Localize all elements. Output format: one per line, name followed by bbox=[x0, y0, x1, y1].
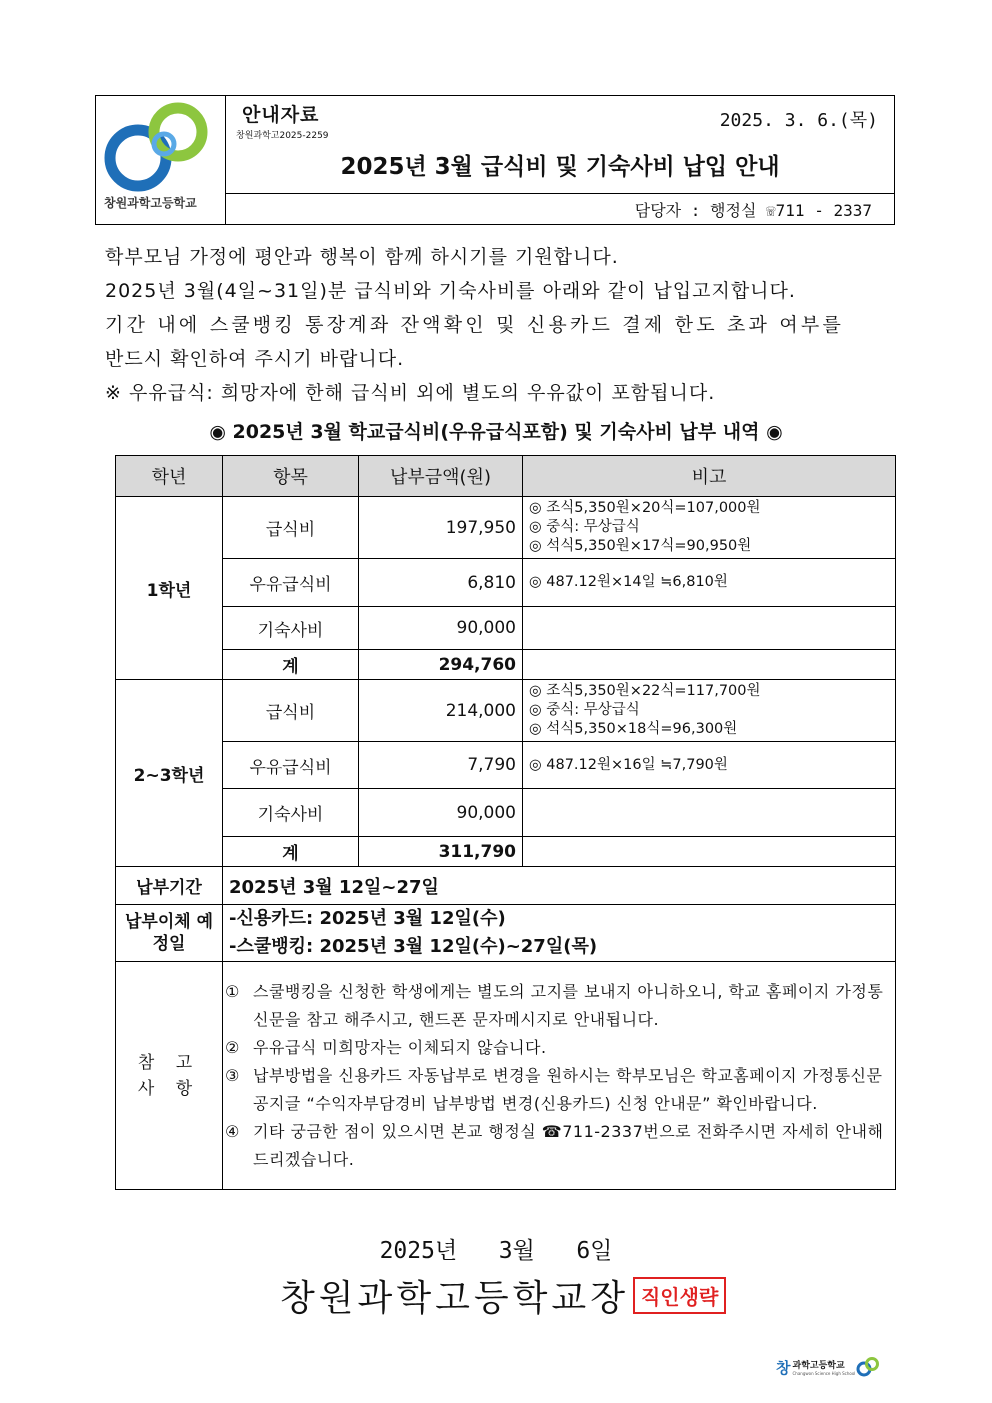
note-line: ◎ 487.12원×14일 ≒6,810원 bbox=[529, 574, 728, 590]
header-item: 항목 bbox=[223, 456, 359, 497]
notes-cell bbox=[523, 837, 896, 867]
header-divider bbox=[226, 193, 894, 194]
table-row bbox=[116, 789, 896, 837]
footer-logo-text-block bbox=[793, 1358, 856, 1376]
total-row bbox=[116, 837, 896, 867]
amount-cell: 6,810 bbox=[359, 559, 523, 607]
table-row bbox=[116, 559, 896, 607]
notes-cell bbox=[523, 789, 896, 837]
note-line: ◎ 중식: 무상급식 bbox=[529, 519, 640, 535]
note-line: ◎ 487.12원×16일 ≒7,790원 bbox=[529, 756, 728, 773]
reference-item: ② 우유급식 미희망자는 이체되지 않습니다. bbox=[225, 1037, 547, 1057]
signature-block bbox=[280, 1270, 726, 1321]
header-grade: 학년 bbox=[116, 456, 223, 497]
reference-item: ③ 납부방법을 신용카드 자동납부로 변경을 원하시는 학부모님은 학교홈페이지 가정통신문 공지글 “수익자부담경비 납부방법 변경(신용카드) 신청 안내문” 확인바랍니다. bbox=[225, 1065, 883, 1113]
notes-cell bbox=[523, 607, 896, 650]
transfer-line: -스쿨뱅킹: 2025년 3월 12일(수)~27일(목) bbox=[229, 936, 598, 957]
header-box bbox=[95, 95, 895, 225]
item-cell: 기숙사비 bbox=[223, 789, 359, 837]
notes-cell bbox=[523, 497, 896, 559]
total-label: 계 bbox=[223, 837, 359, 867]
table-heading: ◉ 2025년 3월 학교급식비(우유급식포함) 및 기숙사비 납부 내역 ◉ bbox=[209, 421, 783, 443]
logo-cell bbox=[96, 96, 226, 224]
doc-type: 안내자료 bbox=[242, 104, 320, 126]
item-cell: 급식비 bbox=[223, 497, 359, 559]
footer-date: 2025년 3월 6일 bbox=[379, 1238, 613, 1264]
notes-cell bbox=[523, 559, 896, 607]
amount-cell: 90,000 bbox=[359, 607, 523, 650]
header-notes: 비고 bbox=[523, 456, 896, 497]
period-label: 납부기간 bbox=[116, 867, 223, 905]
amount-cell: 197,950 bbox=[359, 497, 523, 559]
contact-info: 담당자 : 행정실 ☏711 - 2337 bbox=[634, 201, 872, 220]
transfer-row bbox=[116, 905, 896, 962]
signer-name: 창원과학고등학교장 bbox=[280, 1278, 629, 1319]
transfer-values bbox=[223, 905, 896, 962]
table-row bbox=[116, 497, 896, 559]
footer-logo bbox=[776, 1356, 881, 1378]
footer-logo-icon bbox=[855, 1356, 881, 1378]
table-row bbox=[116, 680, 896, 742]
period-row bbox=[116, 867, 896, 905]
total-label: 계 bbox=[223, 650, 359, 680]
school-logo-icon bbox=[100, 100, 220, 200]
grade-cell: 1학년 bbox=[116, 497, 223, 680]
transfer-line: -신용카드: 2025년 3월 12일(수) bbox=[229, 908, 506, 929]
intro-text bbox=[105, 240, 900, 410]
notes-cell bbox=[523, 680, 896, 742]
amount-cell: 214,000 bbox=[359, 680, 523, 742]
official-seal: 직인생략 bbox=[633, 1277, 726, 1314]
fee-table bbox=[115, 455, 896, 1190]
amount-cell: 7,790 bbox=[359, 742, 523, 789]
note-line: ◎ 조식5,350원×20식=107,000원 bbox=[529, 500, 761, 516]
notes-cell bbox=[523, 650, 896, 680]
item-cell: 기숙사비 bbox=[223, 607, 359, 650]
footer-logo-text: 과학고등학교 bbox=[792, 1361, 845, 1371]
footer-logo-subtext: Changwon Science High School bbox=[792, 1371, 856, 1376]
reference-label: 참 고 사 항 bbox=[116, 962, 223, 1190]
total-amount: 311,790 bbox=[359, 837, 523, 867]
intro-line: 기간 내에 스쿨뱅킹 통장계좌 잔액확인 및 신용카드 결제 한도 초과 여부를 bbox=[105, 314, 845, 336]
item-cell: 급식비 bbox=[223, 680, 359, 742]
transfer-label: 납부이체 예정일 bbox=[116, 905, 223, 962]
intro-line: 반드시 확인하여 주시기 바랍니다. bbox=[105, 348, 405, 370]
amount-cell: 90,000 bbox=[359, 789, 523, 837]
note-line: ◎ 석식5,350원×17식=90,950원 bbox=[529, 538, 752, 554]
item-cell: 우유급식비 bbox=[223, 742, 359, 789]
note-line: ◎ 석식5,350×18식=96,300원 bbox=[529, 721, 738, 737]
intro-line: 2025년 3월(4일~31일)분 급식비와 기숙사비를 아래와 같이 납입고지합니다. bbox=[105, 280, 796, 302]
grade-cell: 2~3학년 bbox=[116, 680, 223, 867]
period-value: 2025년 3월 12일~27일 bbox=[223, 867, 896, 905]
reference-row bbox=[116, 962, 896, 1190]
reference-list bbox=[223, 962, 896, 1190]
table-header-row bbox=[116, 456, 896, 497]
reference-item: ④ 기타 궁금한 점이 있으시면 본교 행정실 ☎711-2337번으로 전화주시면 자세히 안내해 드리겠습니다. bbox=[225, 1121, 884, 1169]
item-cell: 우유급식비 bbox=[223, 559, 359, 607]
notes-cell bbox=[523, 742, 896, 789]
doc-number: 창원과학고2025-2259 bbox=[236, 131, 329, 141]
note-line: ◎ 중식: 무상급식 bbox=[529, 702, 640, 718]
footer-logo-mark: 창 bbox=[776, 1358, 791, 1377]
school-logo-text: 창원과학고등학교 bbox=[104, 196, 197, 210]
page-title: 2025년 3월 급식비 및 기숙사비 납입 안내 bbox=[340, 154, 780, 180]
note-line: ◎ 조식5,350원×22식=117,700원 bbox=[529, 683, 761, 699]
intro-line: 학부모님 가정에 평안과 행복이 함께 하시기를 기원합니다. bbox=[105, 246, 619, 268]
intro-line: ※ 우유급식: 희망자에 한해 급식비 외에 별도의 우유값이 포함됩니다. bbox=[105, 382, 716, 404]
table-row bbox=[116, 742, 896, 789]
total-amount: 294,760 bbox=[359, 650, 523, 680]
reference-item: ① 스쿨뱅킹을 신청한 학생에게는 별도의 고지를 보내지 아니하오니, 학교 홈페이지 가정통신문을 참고 해주시고, 핸드폰 문자메시지로 안내됩니다. bbox=[225, 981, 884, 1029]
header-amount: 납부금액(원) bbox=[359, 456, 523, 497]
total-row bbox=[116, 650, 896, 680]
table-row bbox=[116, 607, 896, 650]
doc-date: 2025. 3. 6.(목) bbox=[719, 110, 878, 131]
